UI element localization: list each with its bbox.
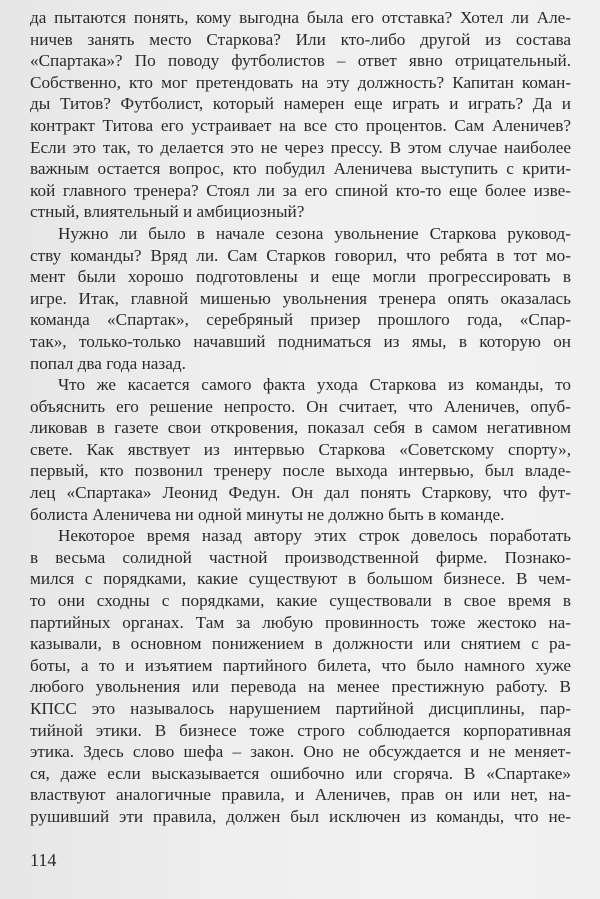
text-line: болиста Аленичева ни одной минуты не должно быть в команде. — [30, 504, 505, 524]
text-line: ству команды? Вряд ли. Сам Старков говорил, что ребята в тот мо- — [30, 245, 571, 265]
text-line: Нужно ли было в начале сезона увольнение Старкова руковод- — [58, 223, 571, 243]
text-line: властвуют аналогичные правила, и Аленичев, прав он или нет, на- — [30, 785, 571, 805]
text-line: боты, а то и изъятием партийного билета, что было намного хуже — [30, 655, 571, 675]
text-line: рушивший эти правила, должен был исключен из команды, что не- — [30, 806, 571, 826]
text-line: ничев занять место Старкова? Или кто-либо другой из состава — [30, 29, 571, 49]
text-line: игре. Итак, главной мишенью увольнения тренера опять оказалась — [30, 288, 571, 308]
text-line: кой главного тренера? Стоял ли за его спиной кто-то еще более изве- — [30, 180, 571, 200]
text-line: казывали, в основном понижением в должности или снятием с ра- — [30, 634, 571, 654]
text-line: Некоторое время назад автору этих строк довелось поработать — [58, 526, 571, 546]
text-line: контракт Титова его устраивает на все сто процентов. Сам Аленичев? — [30, 115, 571, 135]
text-line: да пытаются понять, кому выгодна была его отставка? Хотел ли Але- — [30, 8, 571, 27]
text-line: ликовав в газете свои откровения, показал себя в самом негативном — [30, 418, 571, 438]
text-line: мился с порядками, какие существуют в большом бизнесе. В чем- — [30, 569, 571, 589]
text-line: ды Титов? Футболист, который намерен еще играть и играть? Да и — [30, 94, 571, 114]
text-line: Если это так, то делается это не через прессу. В этом случае наиболее — [30, 137, 571, 157]
paragraph — [30, 7, 571, 223]
page-number: 114 — [30, 850, 57, 870]
text-line: попал два года назад. — [30, 353, 186, 373]
text-line: лец «Спартака» Леонид Федун. Он дал понять Старкову, что фут- — [30, 483, 571, 503]
text-line: важным остается вопрос, кто побудил Аленичева выступить с крити- — [30, 159, 571, 179]
text-line: Что же касается самого факта ухода Старкова из команды, то — [58, 375, 571, 395]
text-line: КПСС это называлось нарушением партийной дисциплины, пар- — [30, 699, 571, 718]
paragraph — [30, 223, 571, 374]
text-line: так», только-только начавший подниматься из ямы, в которую он — [30, 331, 571, 351]
text-line: то они сходны с порядками, какие существовали в свое время в — [30, 591, 571, 611]
text-line: «Спартака»? По поводу футболистов – ответ явно отрицательный. — [30, 51, 571, 71]
text-line: мент были хорошо подготовлены и еще могли прогрессировать в — [30, 267, 571, 287]
body-text — [30, 7, 571, 828]
text-line: Собственно, кто мог претендовать на эту должность? Капитан коман- — [30, 72, 571, 92]
text-line: тийной этики. В бизнесе тоже строго соблюдается корпоративная — [30, 720, 571, 740]
text-line: любого увольнения или перевода на менее престижную работу. В — [30, 677, 571, 697]
paragraph — [30, 525, 571, 827]
text-line: этика. Здесь слово шефа – закон. Оно не обсуждается и не меняет- — [30, 742, 571, 762]
text-line: партийных органах. Там за любую провинность тоже жестоко на- — [30, 612, 571, 632]
text-line: стный, влиятельный и амбициозный? — [30, 202, 305, 222]
text-line: команда «Спартак», серебряный призер прошлого года, «Спар- — [30, 310, 571, 330]
text-line: первый, кто позвонил тренеру после выхода интервью, был владе- — [30, 461, 571, 481]
text-line: объяснить его решение непросто. Он считает, что Аленичев, опуб- — [30, 396, 571, 416]
text-line: в весьма солидной частной производственной фирме. Познако- — [30, 547, 571, 567]
text-line: ся, даже если высказывается ошибочно или сгоряча. В «Спартаке» — [30, 763, 571, 783]
text-line: свете. Как явствует из интервью Старкова «Советскому спорту», — [30, 439, 571, 459]
paragraph — [30, 374, 571, 525]
